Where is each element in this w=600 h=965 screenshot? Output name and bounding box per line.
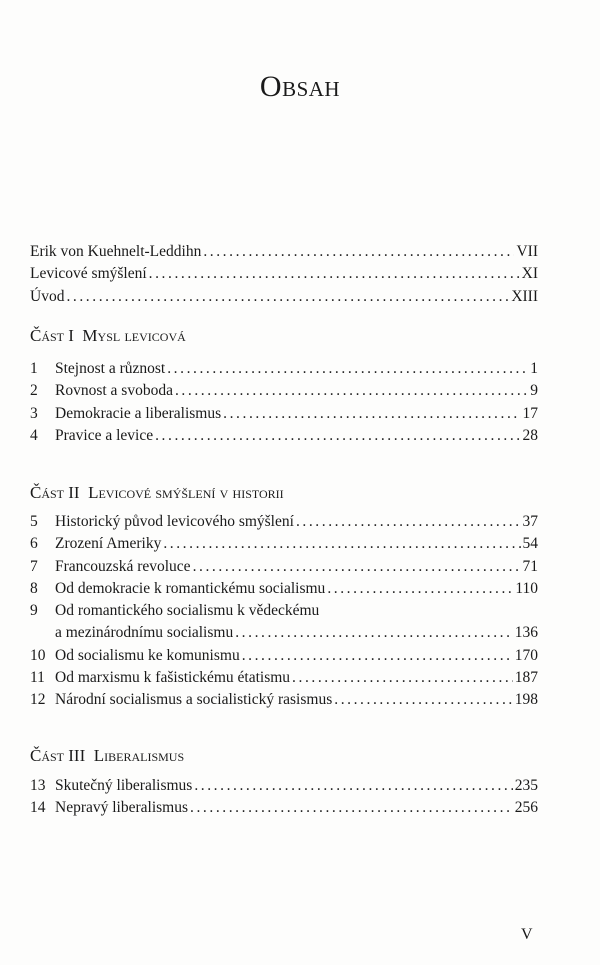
entry-page: 198 [514, 691, 538, 709]
chapter-number: 5 [30, 513, 38, 530]
dot-leader [193, 556, 521, 578]
entry-label: Demokracie a liberalismus [55, 404, 222, 422]
entry-page: 187 [514, 669, 538, 687]
dot-leader [163, 533, 520, 555]
toc-entry [30, 689, 538, 711]
toc-entry [30, 241, 538, 263]
entry-label: a mezinárodnímu socialismu [55, 624, 234, 642]
part-heading: Část II Levicové smýšlení v historii [30, 483, 284, 502]
entry-label: Stejnost a různost [55, 360, 166, 377]
entry-label: Zrození Ameriky [55, 535, 162, 553]
entry-label: Národní socialismus a socialistický rasismus [55, 691, 333, 709]
entry-page: 136 [514, 624, 538, 642]
toc-entry [30, 380, 538, 402]
entry-page: 170 [514, 646, 538, 664]
dot-leader [223, 403, 520, 425]
toc-entry [30, 645, 538, 667]
entry-label: Historický původ levicového smýšlení [55, 513, 294, 530]
dot-leader [190, 797, 513, 819]
part-heading: Část III Liberalismus [30, 746, 185, 765]
entry-label: Skutečný liberalismus [55, 777, 193, 794]
dot-leader [194, 775, 512, 797]
chapter-number: 2 [30, 382, 38, 400]
entry-label: Od socialismu ke komunismu [55, 646, 240, 664]
dot-leader [334, 689, 513, 711]
toc-entry [30, 600, 538, 622]
toc-entry [30, 556, 538, 578]
entry-label: Od marxismu k fašistickému étatismu [55, 669, 291, 687]
chapter-number: 6 [30, 535, 38, 553]
chapter-number: 10 [30, 646, 46, 664]
part-3-chapters [30, 775, 538, 820]
dot-leader [292, 667, 513, 689]
chapter-number: 12 [30, 691, 46, 709]
front-matter-list [30, 241, 538, 308]
toc-entry [30, 511, 538, 533]
entry-page: 256 [514, 799, 538, 817]
toc-entry [30, 286, 538, 308]
dot-leader [149, 263, 520, 285]
toc-entry [30, 358, 538, 380]
entry-page: 71 [522, 557, 538, 575]
chapter-number: 11 [30, 669, 45, 687]
chapter-number: 13 [30, 777, 46, 794]
entry-page: XIII [511, 287, 538, 305]
dot-leader [155, 425, 520, 447]
entry-page: 17 [522, 404, 538, 422]
toc-entry [30, 263, 538, 285]
part-1-chapters [30, 358, 538, 447]
chapter-number: 14 [30, 799, 46, 817]
entry-label: Od romantického socialismu k vědeckému [55, 602, 320, 620]
toc-entry [30, 667, 538, 689]
part-2-chapters [30, 511, 538, 712]
page-number: V [521, 926, 533, 943]
chapter-number: 3 [30, 404, 38, 422]
toc-entry [30, 578, 538, 600]
dot-leader [167, 358, 528, 380]
entry-label: Erik von Kuehnelt-Leddihn [30, 243, 202, 260]
entry-page: VII [516, 243, 538, 260]
page-title: Obsah [259, 70, 341, 103]
entry-label: Levicové smýšlení [30, 265, 147, 283]
dot-leader [327, 578, 513, 600]
dot-leader [66, 286, 509, 308]
entry-page: 54 [522, 535, 538, 553]
chapter-number: 7 [30, 557, 38, 575]
toc-entry-continuation [30, 622, 538, 644]
entry-page: 110 [515, 579, 538, 597]
entry-label: Nepravý liberalismus [55, 799, 189, 817]
entry-page: 9 [530, 382, 538, 400]
chapter-number: 4 [30, 426, 38, 444]
chapter-number: 9 [30, 602, 38, 620]
entry-page: 1 [530, 360, 538, 377]
chapter-number: 1 [30, 360, 38, 377]
entry-label: Od demokracie k romantickému socialismu [55, 579, 326, 597]
entry-page: XI [521, 265, 538, 283]
entry-label: Francouzská revoluce [55, 557, 191, 575]
dot-leader [235, 622, 513, 644]
chapter-number: 8 [30, 579, 38, 597]
toc-entry [30, 403, 538, 425]
entry-page: 28 [522, 426, 538, 444]
part-heading: Část I Mysl levicová [30, 326, 186, 345]
dot-leader [242, 645, 513, 667]
entry-label: Úvod [30, 287, 65, 305]
entry-page: 235 [514, 777, 538, 794]
entry-label: Rovnost a svoboda [55, 382, 173, 400]
toc-entry [30, 533, 538, 555]
entry-label: Pravice a levice [55, 426, 154, 444]
dot-leader [175, 380, 528, 402]
toc-entry [30, 775, 538, 797]
dot-leader [296, 511, 521, 533]
entry-page: 37 [522, 513, 538, 530]
dot-leader [203, 241, 514, 263]
toc-entry [30, 797, 538, 819]
toc-entry [30, 425, 538, 447]
